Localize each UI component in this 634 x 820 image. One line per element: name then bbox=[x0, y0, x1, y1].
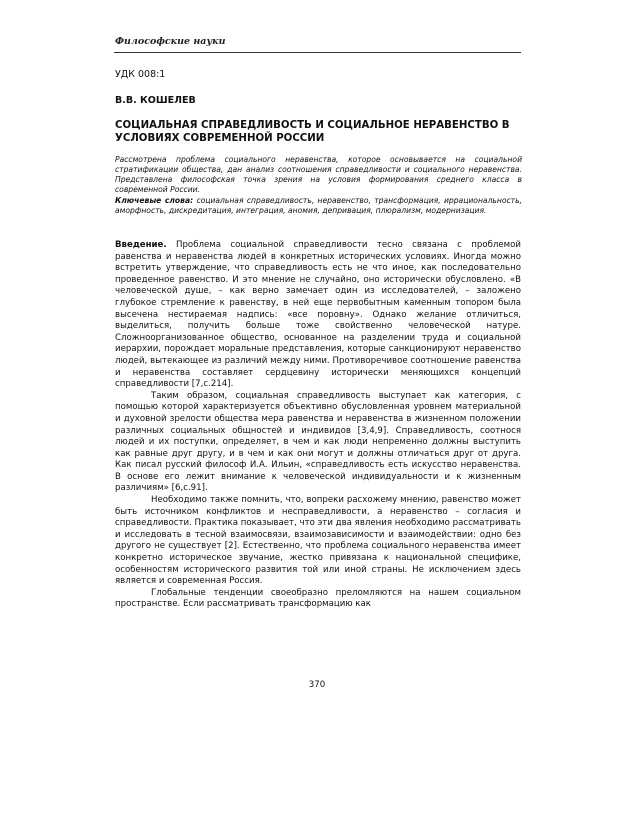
paragraph-introduction bbox=[115, 240, 521, 391]
paragraph-1-text: Проблема социальной справедливости тесно связана с проблемой равенства и неравенства людей в конкретных исторических условиях. Иногда можно встретить утверждение, что справедливость есть не что иное, как последовательно проведенное равенство. И это мнение не случайно, оно исторически обусловлено. «В человеческой душе, – как верно замечает один из исследователей, – заложено глубокое стремление к равенству, в ней еще первобытным каменным топором была высечена нестираемая надпись: «все поровну». Однако желание отличиться, выделиться, получить больше тоже свойственно человеческой натуре. Сложноорганизованное общество, основанное на разделении труда и социальной иерархии, порождает моральные представления, которые санкционируют неравенство людей, вытекающее из различий между ними. Противоречивое соотношение равенства и неравенства составляет сердцевину исторически меняющихся концепций справедливости [7,с.214]. bbox=[115, 240, 522, 390]
paragraph-2: Таким образом, социальная справедливость выступает как категория, с помощью которой характеризуется объективно обусловленная уровнем материальной и духовной зрелости общества мера равенства и неравенства в жизненном положении различных социальных общностей и индивидов [3,4,9]. Справедливость, соотнося людей и их поступки, определяет, в чем и как люди непременно должны выступить как равные друг другу, и в чем и как они могут и должны отличаться друг от друга. Как писал русский философ И.А. Ильин, «справедливость есть искусство неравенства. В основе его лежит внимание к человеческой индивидуальности и к жизненным различиям» [6,с.91]. bbox=[115, 390, 521, 494]
paragraph-4: Глобальные тенденции своеобразно преломляются на нашем социальном пространстве. Если рассматривать трансформацию как bbox=[115, 587, 521, 610]
article-title: СОЦИАЛЬНАЯ СПРАВЕДЛИВОСТЬ И СОЦИАЛЬНОЕ НЕРАВЕНСТВО В УСЛОВИЯХ СОВРЕМЕННОЙ РОССИИ bbox=[115, 120, 510, 144]
header-rule bbox=[114, 52, 521, 53]
keywords-text: социальная справедливость, неравенство, трансформация, иррациональность, аморфность, дискредитация, интеграция, аномия, депривация, плюрализм, модернизация. bbox=[115, 196, 522, 215]
running-header: Философские науки bbox=[115, 36, 226, 47]
introduction-label: Введение. bbox=[115, 240, 167, 250]
keywords bbox=[115, 196, 522, 216]
page-number: 370 bbox=[308, 680, 326, 690]
abstract: Рассмотрена проблема социального неравенства, которое основывается на социальной стратификации общества, дан анализ соотношения справедливости и социального неравенства. Представлена философская точка зрения на условия формирования среднего класса в современной России. bbox=[115, 155, 522, 194]
paragraph-3: Необходимо также помнить, что, вопреки расхожему мнению, равенство может быть источником конфликтов и несправедливости, а неравенство – согласия и справедливости. Практика показывает, что эти два явления необходимо рассматривать и исследовать в тесной взаимосвязи, взаимозависимости и взаимодействии: одно без другого не существует [2]. Естественно, что проблема социального неравенства имеет конкретно историческое звучание, жестко привязана к национальной специфике, особенностям исторического развития той или иной страны. Не исключением здесь является и современная Россия. bbox=[115, 495, 521, 587]
udc-code: УДК 008:1 bbox=[115, 69, 166, 80]
keywords-label: Ключевые слова: bbox=[115, 196, 194, 205]
article-body bbox=[115, 240, 521, 611]
author-name: В.В. КОШЕЛЕВ bbox=[115, 95, 196, 106]
